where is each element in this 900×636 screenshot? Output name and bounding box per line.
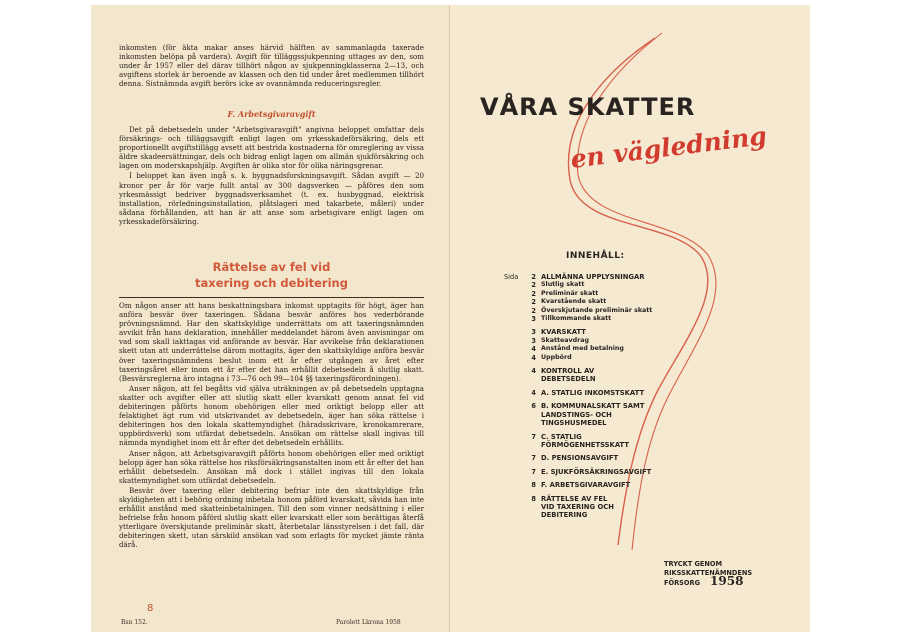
toc-entry-text: DEBETSEDELN — [541, 375, 596, 384]
toc-page-number: 3 — [531, 336, 536, 345]
print-code: Rsn 152. — [121, 619, 148, 626]
toc-page-number — [521, 441, 541, 449]
toc-side-label — [504, 402, 521, 410]
intro-paragraph-block — [119, 43, 424, 89]
right-page — [450, 5, 810, 632]
toc-side-label — [504, 290, 521, 298]
section-f-paragraph: Det på debetsedeln under "Arbetsgivaravgift" angivna beloppet omfattar dels försäkrings- och tilläggsavgift enligt lagen om yrkesskadeförsäkring, dels ett proportionellt avgiftstillägg avsett att bestrida kostnaderna för omreglering av vissa äldre skadeersättningar, dels och bidrag enligt lagen om allmän sjukförsäkring och lagen om moderskapshjälp. Avgiften är olika stor för olika näringsgrenar. — [119, 125, 424, 171]
booklet-subtitle: en vägledning — [568, 121, 769, 174]
section-title — [119, 259, 424, 291]
correction-paragraph: Besvär över taxering eller debitering befriar inte den skattskyldige från skyldigheten att i behörig ordning inbetala honom påförd kvarskatt, såvida han inte erhållit anstånd med skatteinbetalningen. Till den som vinner nedsättning i eller befrielse från honom påförd slutlig skatt eller kvarskatt eller som berättigas återfå ytterligare överskjutande preliminär skatt, återbetalar länsstyrelsen i det fall, där debiteringen skett, utan särskild ansökan vad som erlagts för mycket jämte ränta därå. — [119, 485, 424, 550]
toc-page-number — [521, 419, 541, 427]
toc-entry-text: C. STATLIG — [541, 432, 582, 441]
toc-entry — [504, 307, 754, 315]
printer-credit — [664, 560, 752, 588]
toc-side-label — [504, 511, 521, 519]
toc-page-number: 7 — [531, 432, 536, 441]
table-of-contents — [504, 273, 754, 520]
toc-entry-text: TINGSHUSMEDEL — [541, 419, 607, 428]
toc-side-label — [504, 441, 521, 449]
toc-entry-text: Slutlig skatt — [541, 281, 585, 289]
toc-entry-text: VID TAXERING OCH — [541, 502, 614, 511]
toc-side-label — [504, 367, 521, 375]
toc-entry-text: Kvarstående skatt — [541, 298, 607, 306]
toc-side-label — [504, 389, 521, 397]
toc-entry — [504, 441, 754, 449]
toc-side-label — [504, 411, 521, 419]
left-page — [91, 5, 450, 632]
toc-entry — [504, 402, 754, 410]
toc-entry — [504, 337, 754, 345]
toc-page-number: 2 — [531, 273, 536, 281]
toc-entry-text: Skatteavdrag — [541, 336, 589, 344]
toc-side-label — [504, 468, 521, 476]
toc-page-number: 3 — [531, 315, 536, 324]
toc-entry — [504, 367, 754, 375]
toc-side-label — [504, 433, 521, 441]
toc-page-number: 2 — [531, 298, 536, 307]
toc-entry-text: D. PENSIONSAVGIFT — [541, 454, 619, 463]
toc-entry — [504, 298, 754, 306]
toc-page-number — [521, 511, 541, 519]
toc-entry — [504, 328, 754, 336]
intro-paragraph: inkomsten (för äkta makar anses härvid hälften av sammanlagda taxerade inkomsten belöpa på vardera). Avgift för tilläggssjukpenning uttages av den, som under år 1957 eller del därav tillhört någon av sjukpenningklasserna 2—13, och avgiftens storlek är beroende av klassen och den tid under året medlemmen tillhört denna. Sistnämnda avgift berörs icke av ovannämnda reduceringsregler. — [119, 43, 424, 89]
toc-entry — [504, 511, 754, 519]
toc-side-label — [504, 481, 521, 489]
section-f-paragraph: I beloppet kan även ingå s. k. byggnadsforskningsavgift. Sådan avgift — 20 kronor per år för varje fullt antal av 300 dagsverken — påföres den som yrkesmässigt bedriver byggnadsverksamhet (t. ex. husbyggnad, elektrisk installation, rörledningsinstallation, plåtslageri med takarbete, måleri) under sådana förhållanden, att han är att anse som arbetsgivare enligt lagen om yrkesskadeförsäkring. — [119, 171, 424, 226]
toc-page-number: 8 — [531, 494, 536, 503]
contents-heading: INNEHÅLL: — [566, 251, 625, 261]
toc-page-number: 4 — [531, 367, 536, 376]
toc-page-number: 4 — [531, 388, 536, 397]
toc-page-number: 6 — [531, 402, 536, 411]
toc-side-label — [504, 298, 521, 306]
booklet-title: VÅRA SKATTER — [480, 93, 696, 121]
toc-page-number: 7 — [531, 454, 536, 463]
toc-page-number: 4 — [531, 345, 536, 354]
toc-entry-text: Tillkommande skatt — [541, 315, 612, 323]
toc-side-label — [504, 419, 521, 427]
printer-line: TRYCKT GENOM — [664, 560, 723, 568]
toc-side-label: Sida — [504, 273, 519, 281]
toc-entry — [504, 290, 754, 298]
toc-entry-text: Uppbörd — [541, 353, 572, 361]
toc-entry-text: Överskjutande preliminär skatt — [541, 306, 653, 314]
printer-note: Parolett Lkrona 1958 — [336, 619, 401, 626]
page-number: 8 — [147, 603, 154, 614]
toc-entry-text: DEBITERING — [541, 511, 588, 520]
toc-entry — [504, 411, 754, 419]
section-title-line: taxering och debitering — [195, 276, 348, 290]
toc-entry — [504, 345, 754, 353]
toc-entry-text: Preliminär skatt — [541, 289, 599, 297]
toc-side-label — [504, 315, 521, 323]
correction-paragraph: Anser någon, att fel begåtts vid själva uträkningen av på debetsedeln upptagna skatter och avgifter eller att slutlig skatt eller kvarskatt genom annat fel vid debiteringen påförts honom obehörigen eller med oriktigt belopp eller att felaktighet ägt rum vid utskrivandet av debetsedeln, äger han söka rättelse i debiteringen hos den lokala skattemyndighet (häradsskrivare, kronokamrerare, uppbördsverk) som utfärdat debetsedeln. Ansökan om rättelse skall ingivas till nämnda myndighet inom ett år efter det debetsedeln erhållits. — [119, 383, 424, 448]
toc-entry-text: FÖRMÖGENHETSSKATT — [541, 440, 629, 449]
toc-page-number — [521, 411, 541, 419]
section-f-heading: F. Arbetsgivaravgift — [227, 109, 316, 119]
section-f-body — [119, 125, 424, 227]
correction-paragraph: Anser någon, att Arbetsgivaravgift påförts honom obehörigen eller med oriktigt belopp äger han söka rättelse hos riksförsäkringsanstalten inom ett år efter det han erhållit debetsedeln. Ansökan må dock i stället ingivas till den lokala skattemyndighet som utfärdat debetsedeln. — [119, 448, 424, 485]
toc-entry — [504, 375, 754, 383]
toc-entry — [504, 315, 754, 323]
toc-entry-text: ALLMÄNNA UPPLYSNINGAR — [541, 273, 645, 281]
toc-entry-text: Anstånd med betalning — [541, 345, 624, 353]
toc-side-label — [504, 495, 521, 503]
toc-entry — [504, 419, 754, 427]
toc-entry-text: F. ARBETSGIVARAVGIFT — [541, 481, 631, 490]
printer-line — [664, 574, 752, 589]
toc-page-number: 2 — [531, 289, 536, 298]
correction-body — [119, 301, 424, 551]
toc-entry — [504, 273, 754, 281]
toc-entry-text: A. STATLIG INKOMSTSKATT — [541, 388, 645, 397]
toc-side-label — [504, 328, 521, 336]
toc-page-number: 2 — [531, 281, 536, 290]
toc-page-number: 8 — [531, 481, 536, 490]
toc-entry — [504, 495, 754, 503]
toc-entry-text: B. KOMMUNALSKATT SAMT — [541, 402, 645, 411]
toc-entry-text: KONTROLL AV — [541, 367, 595, 376]
toc-entry — [504, 503, 754, 511]
toc-page-number: 2 — [531, 306, 536, 315]
toc-entry — [504, 468, 754, 476]
toc-side-label — [504, 503, 521, 511]
toc-entry — [504, 354, 754, 362]
toc-entry-text: KVARSKATT — [541, 328, 586, 337]
toc-side-label — [504, 345, 521, 353]
toc-entry-text: LANDSTINGS- OCH — [541, 410, 612, 419]
section-title-line: Rättelse av fel vid — [212, 260, 331, 274]
printer-line: RIKSSKATTENÄMNDENS — [664, 568, 753, 577]
publication-year: 1958 — [710, 574, 744, 589]
toc-entry — [504, 281, 754, 289]
toc-entry — [504, 454, 754, 462]
toc-page-number — [521, 375, 541, 383]
toc-side-label — [504, 337, 521, 345]
toc-entry-text: E. SJUKFÖRSÄKRINGSAVGIFT — [541, 467, 652, 476]
toc-side-label — [504, 307, 521, 315]
printer-line-text: FÖRSORG — [664, 579, 701, 588]
toc-entry-text: RÄTTELSE AV FEL — [541, 494, 608, 503]
toc-side-label — [504, 375, 521, 383]
toc-side-label — [504, 281, 521, 289]
toc-side-label — [504, 454, 521, 462]
correction-paragraph: Om någon anser att hans beskattningsbara inkomst upptagits för högt, äger han anföra besvär över taxeringen. Sådana besvär anföres hos vederbörande prövningsnämnd. Har den skattskyldige underrättats om att taxeringsnämnden avvikit från hans deklaration, innehåller meddelandet härom även anvisningar om vad som skall iakttagas vid anförande av besvär. Har avvikelse från deklarationen skett utan att underrättelse därom mottagits, äger den skattskyldige anföra besvär över taxeringsnämndens beslut inom ett år efter utgången av året efter taxeringsåret eller inom ett år efter det han erhållit debetsedeln å slutlig skatt. (Besvärsreglerna äro intagna i 73—76 och 99—104 §§ taxeringsförordningen). — [119, 301, 424, 383]
toc-page-number: 7 — [531, 467, 536, 476]
toc-page-number: 4 — [531, 353, 536, 362]
toc-page-number: 3 — [531, 328, 536, 337]
toc-side-label — [504, 354, 521, 362]
toc-entry — [504, 433, 754, 441]
toc-entry — [504, 389, 754, 397]
section-divider — [119, 297, 424, 298]
toc-page-number — [521, 503, 541, 511]
toc-entry — [504, 481, 754, 489]
